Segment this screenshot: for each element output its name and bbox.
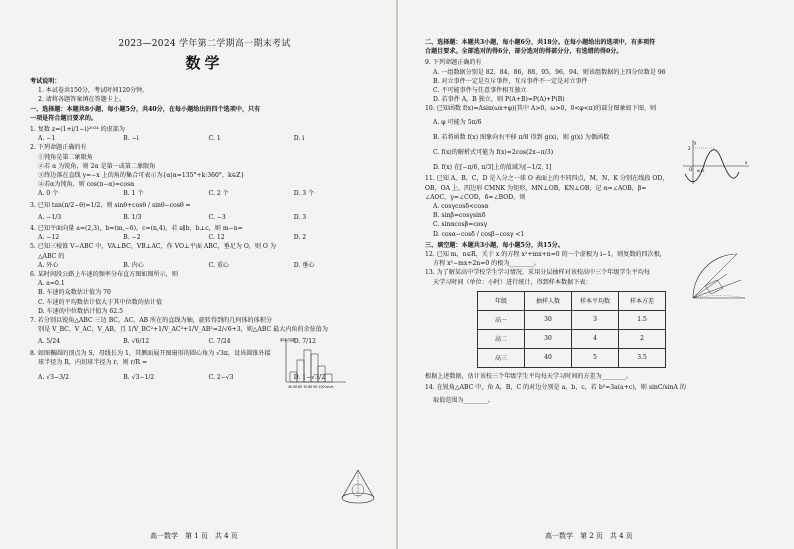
q7-option-c: C. 7/24 bbox=[208, 338, 231, 346]
q2-option-c: C. 2 个 bbox=[208, 190, 229, 198]
graph-x-label: x bbox=[745, 160, 748, 165]
section2-line2: 合题目要求。全部选对的得6分，部分选对的得部分分，有选错的得0分。 bbox=[425, 48, 623, 56]
q7-option-d: D. 7/12 bbox=[293, 338, 316, 346]
q4-option-d: D. 2 bbox=[293, 234, 307, 242]
graph-origin-label: O bbox=[689, 167, 693, 172]
q8-cone-figure bbox=[336, 466, 380, 510]
exam-title: 2023—2024 学年第二学期高一期末考试 bbox=[118, 39, 291, 49]
q9-option-b: B. 对立事件一定是互斥事件，互斥事件不一定是对立事件 bbox=[433, 77, 588, 85]
section1-line2: 一项是符合题目要求的。 bbox=[30, 114, 98, 122]
q8-option-a: A. √3−3/2 bbox=[38, 374, 69, 382]
q5-line2: △ABC 的 bbox=[38, 252, 65, 260]
page-right bbox=[397, 0, 794, 549]
q9-option-a: A. 一组数据分别是 82，84，86，88，95，96，94，则该组数据的上四分位数是 96 bbox=[433, 68, 666, 76]
q11-option-a: A. cosγcosδ<cosα bbox=[433, 203, 489, 211]
hist-bar-4 bbox=[311, 354, 318, 382]
q2-stem: 2. 下列命题正确的有 bbox=[30, 144, 87, 152]
q13-line1: 13. 为了解某高中学校学生学习情况，采用分层抽样对该校高中三个年级学生平均每 bbox=[425, 269, 650, 277]
q2-statement-3: ③终边落在直线 y=−x 上的角的集合可表示为{α|α=135°+k·360°，k∈Z} bbox=[38, 172, 245, 180]
footer-left: 高一数学 第 1 页 共 4 页 bbox=[150, 532, 238, 540]
q6-option-b: B. 车速的众数估计值为 70 bbox=[38, 289, 111, 297]
hist-bar-6 bbox=[325, 374, 332, 382]
q10-option-a: A. φ 可能为 5π/6 bbox=[433, 118, 482, 126]
q1-option-c: C. 1 bbox=[208, 135, 221, 143]
q11-option-b: B. sinβ=cosγsinδ bbox=[433, 212, 486, 220]
q7-option-b: B. √6/12 bbox=[123, 338, 150, 346]
q5-option-b: B. 内心 bbox=[123, 261, 144, 269]
table-header: 年级 bbox=[478, 291, 525, 310]
q2-option-b: B. 1 个 bbox=[123, 190, 144, 198]
table-cell: 高一 bbox=[478, 310, 525, 329]
q11-line2: OB，OA 上，四边形 CMNK 为矩形，MN⊥OB，KN⊥OB，记 α=∠AOB，β= bbox=[425, 184, 647, 192]
q5-option-a: A. 外心 bbox=[38, 261, 59, 269]
hist-ylabel: 频率/组距 bbox=[280, 338, 296, 342]
q6-option-d: D. 车速的中位数估计值为 62.5 bbox=[38, 307, 123, 315]
q3-option-b: B. 1/3 bbox=[123, 213, 142, 221]
q2-statement-1: ①钝角是第二象限角 bbox=[38, 153, 93, 161]
table-cell: 高二 bbox=[478, 329, 525, 348]
q3-option-a: A. −1/3 bbox=[38, 213, 62, 221]
q8-line2: 球半径为 R，内切球半径为 r，则 r/R = bbox=[38, 358, 148, 366]
hist-bar-5 bbox=[318, 366, 325, 382]
q4-option-a: A. −12 bbox=[38, 234, 60, 242]
q12-line2: 方程 x²−mx+2n=0 的根为________。 bbox=[433, 260, 540, 268]
q4-stem: 4. 已知平面向量 a=(2,3)，b=(m,−6)，c=(n,4)，若 a∥b，b⊥c，则 m−n= bbox=[30, 225, 243, 233]
q1-options bbox=[30, 134, 379, 143]
section2-line1: 二、选择题：本题共3小题，每小题6分，共18分。在每小题给出的选项中，有多项符 bbox=[425, 39, 656, 46]
table-row bbox=[478, 310, 666, 329]
table-cell: 40 bbox=[525, 348, 572, 367]
hist-bar-1 bbox=[290, 372, 297, 382]
q11-option-d: D. cosα−cosδ / cosβ−cosγ <1 bbox=[433, 230, 525, 238]
q14-line1: 14. 在锐角△ABC 中，角 A，B，C 的对边分别是 a，b，c，若 b²=3a(a+c)，则 sinC/sinA 的 bbox=[425, 384, 686, 392]
table-cell: 4 bbox=[572, 329, 619, 348]
table-cell: 3 bbox=[572, 310, 619, 329]
hist-bar-3 bbox=[304, 350, 311, 382]
q10-option-b: B. 若将函数 f(x) 图象向右平移 π/8 得到 g(x)，则 g(x) 为偶函数 bbox=[433, 133, 610, 141]
footer-right: 高一数学 第 2 页 共 4 页 bbox=[545, 532, 633, 540]
q1-option-d: D. i bbox=[293, 135, 305, 143]
q11-sphere-figure bbox=[687, 248, 749, 306]
table-header-row bbox=[478, 291, 666, 310]
q5-line1: 5. 已知三棱锥 V−ABC 中，VA⊥BC，VB⊥AC，作 VO⊥平面 ABC，垂足为 O，则 O 为 bbox=[30, 243, 276, 251]
q11-line1: 11. 已知 A，B，C，D 是入分之一球 O 表面上的不同四点，M，N，K 分别在线段 OD， bbox=[425, 175, 669, 183]
table-cell: 5 bbox=[572, 348, 619, 367]
q11-option-c: C. sinαcosβ=cosγ bbox=[433, 221, 488, 229]
q5-option-d: D. 垂心 bbox=[293, 261, 315, 269]
q3-options bbox=[30, 213, 379, 222]
q2-options bbox=[30, 189, 379, 198]
q12-line1: 12. 已知 m，n∈R，关于 x 的方程 x²+mx+n=0 的一个虚根为 i−1，则复数的四次根， bbox=[425, 251, 666, 259]
q10-sine-graph bbox=[681, 138, 751, 188]
q6-option-c: C. 车速的平均数估计值大于其中位数的估计值 bbox=[38, 298, 163, 306]
q8-option-c: C. 2−√3 bbox=[208, 374, 234, 382]
q6-option-a: A. a=0.1 bbox=[38, 280, 65, 288]
graph-tick-label: π/12 bbox=[697, 169, 705, 173]
table-cell: 高三 bbox=[478, 348, 525, 367]
table-cell: 30 bbox=[525, 310, 572, 329]
q11-line3: ∠AOC，γ=∠COD，δ=∠BOD，则 bbox=[425, 193, 526, 201]
hist-bar-2 bbox=[297, 360, 304, 382]
q13-table bbox=[477, 291, 666, 368]
q5-option-c: C. 重心 bbox=[208, 261, 230, 269]
q7-line2: 别是 V_BC，V_AC，V_AB，且 1/V_BC²+1/V_AC²+1/V_AB²=2/√6+3，则△ABC 最大内角的余弦值为 bbox=[38, 326, 328, 334]
q2-statement-2: ②若 α 为锐角，则 2α 是第一或第二象限角 bbox=[38, 162, 156, 170]
q13-line3: 根据上述数据，估计该校三个年级学生平均每天学习时间的方差为________。 bbox=[425, 372, 633, 380]
q7-line1: 7. 若分别以锐角△ABC 三边 BC，AC，AB 所在的直线为轴，旋转得到的几何体的体积分 bbox=[30, 317, 272, 325]
q4-option-b: B. −2 bbox=[123, 234, 141, 242]
q2-option-d: D. 3 个 bbox=[293, 190, 315, 198]
q3-option-c: C. −3 bbox=[208, 213, 226, 221]
q4-option-c: C. 12 bbox=[208, 234, 225, 242]
q8-option-d: D. 1−√3/2 bbox=[293, 374, 325, 382]
q6-histogram bbox=[278, 336, 348, 390]
q8-option-b: B. √3−1/2 bbox=[123, 374, 155, 382]
instructions-head: 考试说明： bbox=[30, 78, 61, 85]
q13-line2: 天学习时间（单位：小时）进行统计，得到样本数据下表： bbox=[433, 278, 592, 286]
q6-stem: 6. 某时间段公路上车速的频率分布直方图如图所示，则 bbox=[30, 271, 178, 279]
table-cell: 2 bbox=[619, 329, 666, 348]
q9-stem: 9. 下列命题正确的有 bbox=[425, 59, 482, 67]
table-row bbox=[478, 329, 666, 348]
table-header: 抽样人数 bbox=[525, 291, 572, 310]
q10-option-d: D. f(x) 在[−π/6, π/3]上的值域为[−1/2, 1] bbox=[433, 164, 552, 172]
q3-stem: 3. 已知 tan(π/2−θ)=1/2，则 sinθ+cosθ / sinθ−cosθ = bbox=[30, 201, 191, 209]
table-header: 样本方差 bbox=[619, 291, 666, 310]
instruction-1: 1. 本试卷共150分，考试时间120分钟。 bbox=[38, 87, 149, 95]
section3-line1: 三、填空题：本题共3小题，每小题5分，共15分。 bbox=[425, 241, 564, 249]
q4-options bbox=[30, 233, 379, 242]
q10-option-c: C. f(x)的解析式可能为 f(x)=2cos(2x−π/3) bbox=[433, 149, 554, 157]
q2-option-a: A. 0 个 bbox=[38, 190, 59, 198]
q1-stem: 1. 复数 z=(1+i/1−i)²⁰²⁴ 的虚部为 bbox=[30, 126, 125, 134]
q9-option-c: C. 不可能事件与任意事件相互独立 bbox=[433, 87, 527, 95]
graph-y-label: y bbox=[694, 140, 697, 145]
q9-option-d: D. 若事件 A，B 独立，则 P(A+B)=P(A)+P(B) bbox=[433, 96, 565, 104]
q5-options bbox=[30, 261, 379, 270]
q3-option-d: D. 3 bbox=[293, 213, 307, 221]
graph-amp-label: 2 bbox=[688, 146, 691, 151]
q10-stem: 10. 已知函数 f(x)=Asin(ωx+φ)(其中 A>0，ω>0，0<φ<π)的部分图象如下图，则 bbox=[425, 105, 657, 113]
q7-option-a: A. 5/24 bbox=[38, 338, 60, 346]
table-row bbox=[478, 348, 666, 367]
instruction-2: 2. 请将各题答案填在答题卡上。 bbox=[38, 96, 125, 104]
q1-option-a: A. −1 bbox=[38, 135, 56, 143]
hist-xlabel: 40 50 60 70 80 90 100 km/h bbox=[288, 385, 334, 389]
table-cell: 1.5 bbox=[619, 310, 666, 329]
table-cell: 3.5 bbox=[619, 348, 666, 367]
table-cell: 30 bbox=[525, 329, 572, 348]
section1-line1: 一、选择题：本题共8小题，每小题5分，共40分，在每小题给出的四个选项中，只有 bbox=[30, 105, 261, 113]
q1-option-b: B. −i bbox=[123, 135, 139, 143]
q14-line2: 取值范围为________。 bbox=[433, 397, 494, 405]
exam-subject: 数学 bbox=[185, 54, 224, 72]
q2-statement-4: ④若α为钝角，则 cos(π−α)=cosα bbox=[38, 181, 135, 189]
q8-line1: 8. 如图椭圆的顶点为 S，母线长为 1，其侧面展开图扇形的圆心角为 √3π，设该圆锥外接 bbox=[30, 349, 271, 357]
table-header: 样本平均数 bbox=[572, 291, 619, 310]
